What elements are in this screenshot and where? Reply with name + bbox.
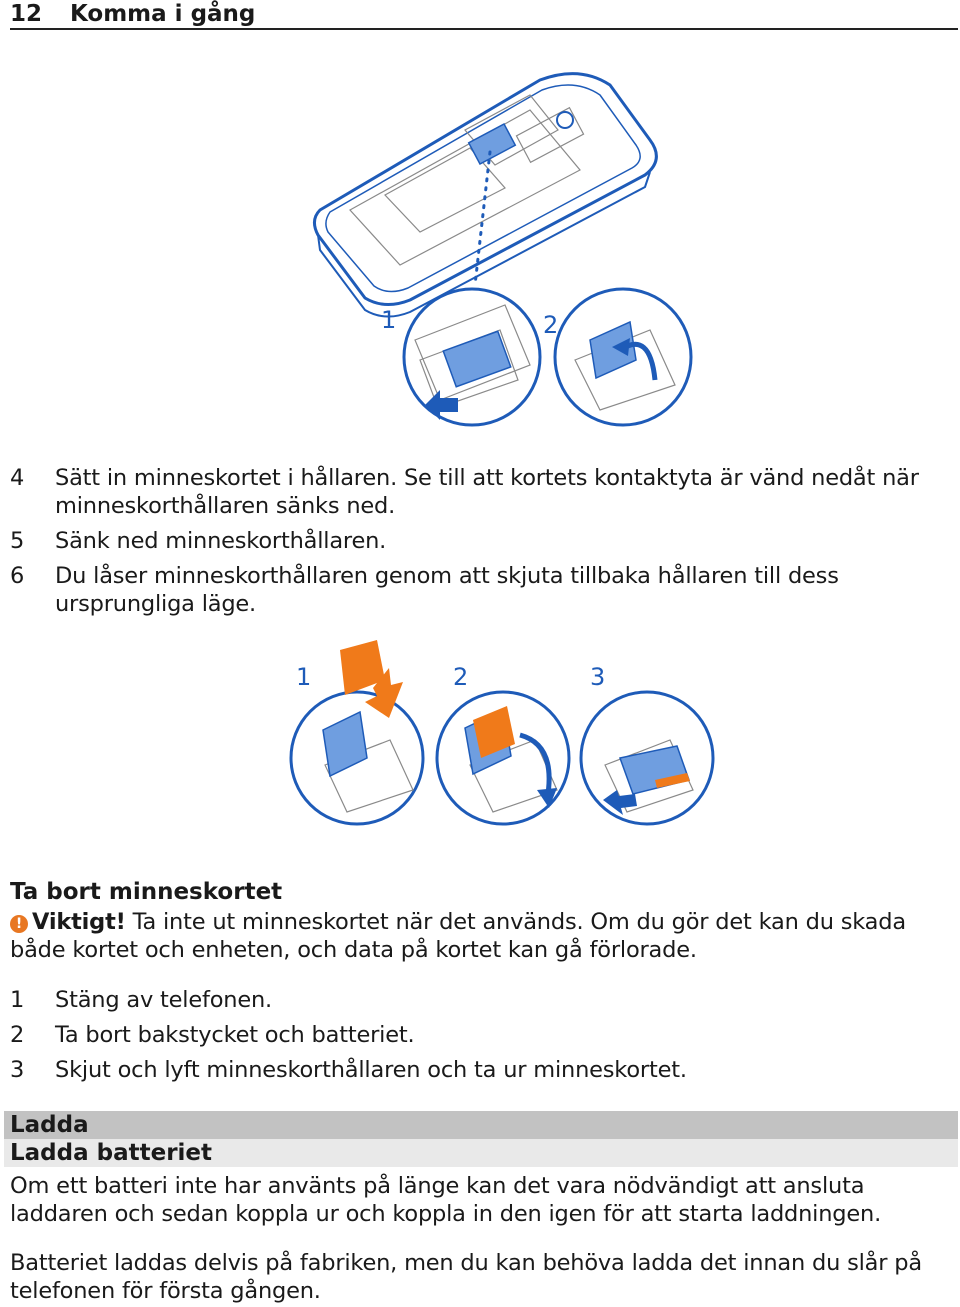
step-text: Skjut och lyft minneskorthållaren och ta ur minneskortet. [55, 1057, 687, 1083]
step-6 [10, 562, 950, 618]
chapter-title: Komma i gång [70, 1, 256, 27]
step-4 [10, 464, 950, 520]
step-text: Ta bort bakstycket och batteriet. [55, 1022, 415, 1048]
remove-step-1 [10, 986, 950, 1014]
page-number: 12 [10, 1, 43, 27]
subsection-title-bar: Ladda batteriet [4, 1139, 958, 1167]
figure2-label-1: 1 [296, 663, 312, 691]
step-number: 4 [10, 465, 25, 491]
warning-icon: ! [10, 915, 28, 933]
charging-paragraph-1: Om ett batteri inte har använts på länge kan det vara nödvändigt att ansluta laddaren och sedan koppla ur och koppla in den igen för att starta laddningen. [10, 1173, 882, 1227]
figure2-label-2: 2 [453, 663, 469, 691]
step-text: Sänk ned minneskorthållaren. [55, 528, 387, 554]
remove-step-3 [10, 1056, 950, 1084]
phone-back-illustration [290, 60, 710, 440]
charging-paragraph-2: Batteriet laddas delvis på fabriken, men du kan behöva ladda det innan du slår på telefonen för första gången. [10, 1250, 922, 1304]
page-header [10, 0, 958, 30]
important-note [10, 908, 955, 964]
important-label: Viktigt! [32, 909, 126, 935]
step-text: Du låser minneskorthållaren genom att skjuta tillbaka hållaren till dess ursprungliga läge. [55, 563, 839, 617]
step-number: 5 [10, 528, 25, 554]
step-5 [10, 527, 950, 555]
figure1-label-1: 1 [381, 306, 397, 334]
step-number: 1 [10, 987, 25, 1013]
step-number: 6 [10, 563, 25, 589]
step-number: 3 [10, 1057, 25, 1083]
important-text: Ta inte ut minneskortet när det används. Om du gör det kan du skada både kortet och enheten, och data på kortet kan gå förlorade. [10, 909, 906, 963]
remove-card-heading: Ta bort minneskortet [10, 879, 283, 905]
figure2-label-3: 3 [590, 663, 606, 691]
remove-step-2 [10, 1021, 950, 1049]
figure1-label-2: 2 [543, 311, 559, 339]
section-title-bar: Ladda [4, 1111, 958, 1139]
step-text: Sätt in minneskortet i hållaren. Se till att kortets kontaktyta är vänd nedåt när minneskorthållaren sänks ned. [55, 465, 919, 519]
step-text: Stäng av telefonen. [55, 987, 273, 1013]
step-number: 2 [10, 1022, 25, 1048]
card-insert-illustration [285, 640, 725, 835]
